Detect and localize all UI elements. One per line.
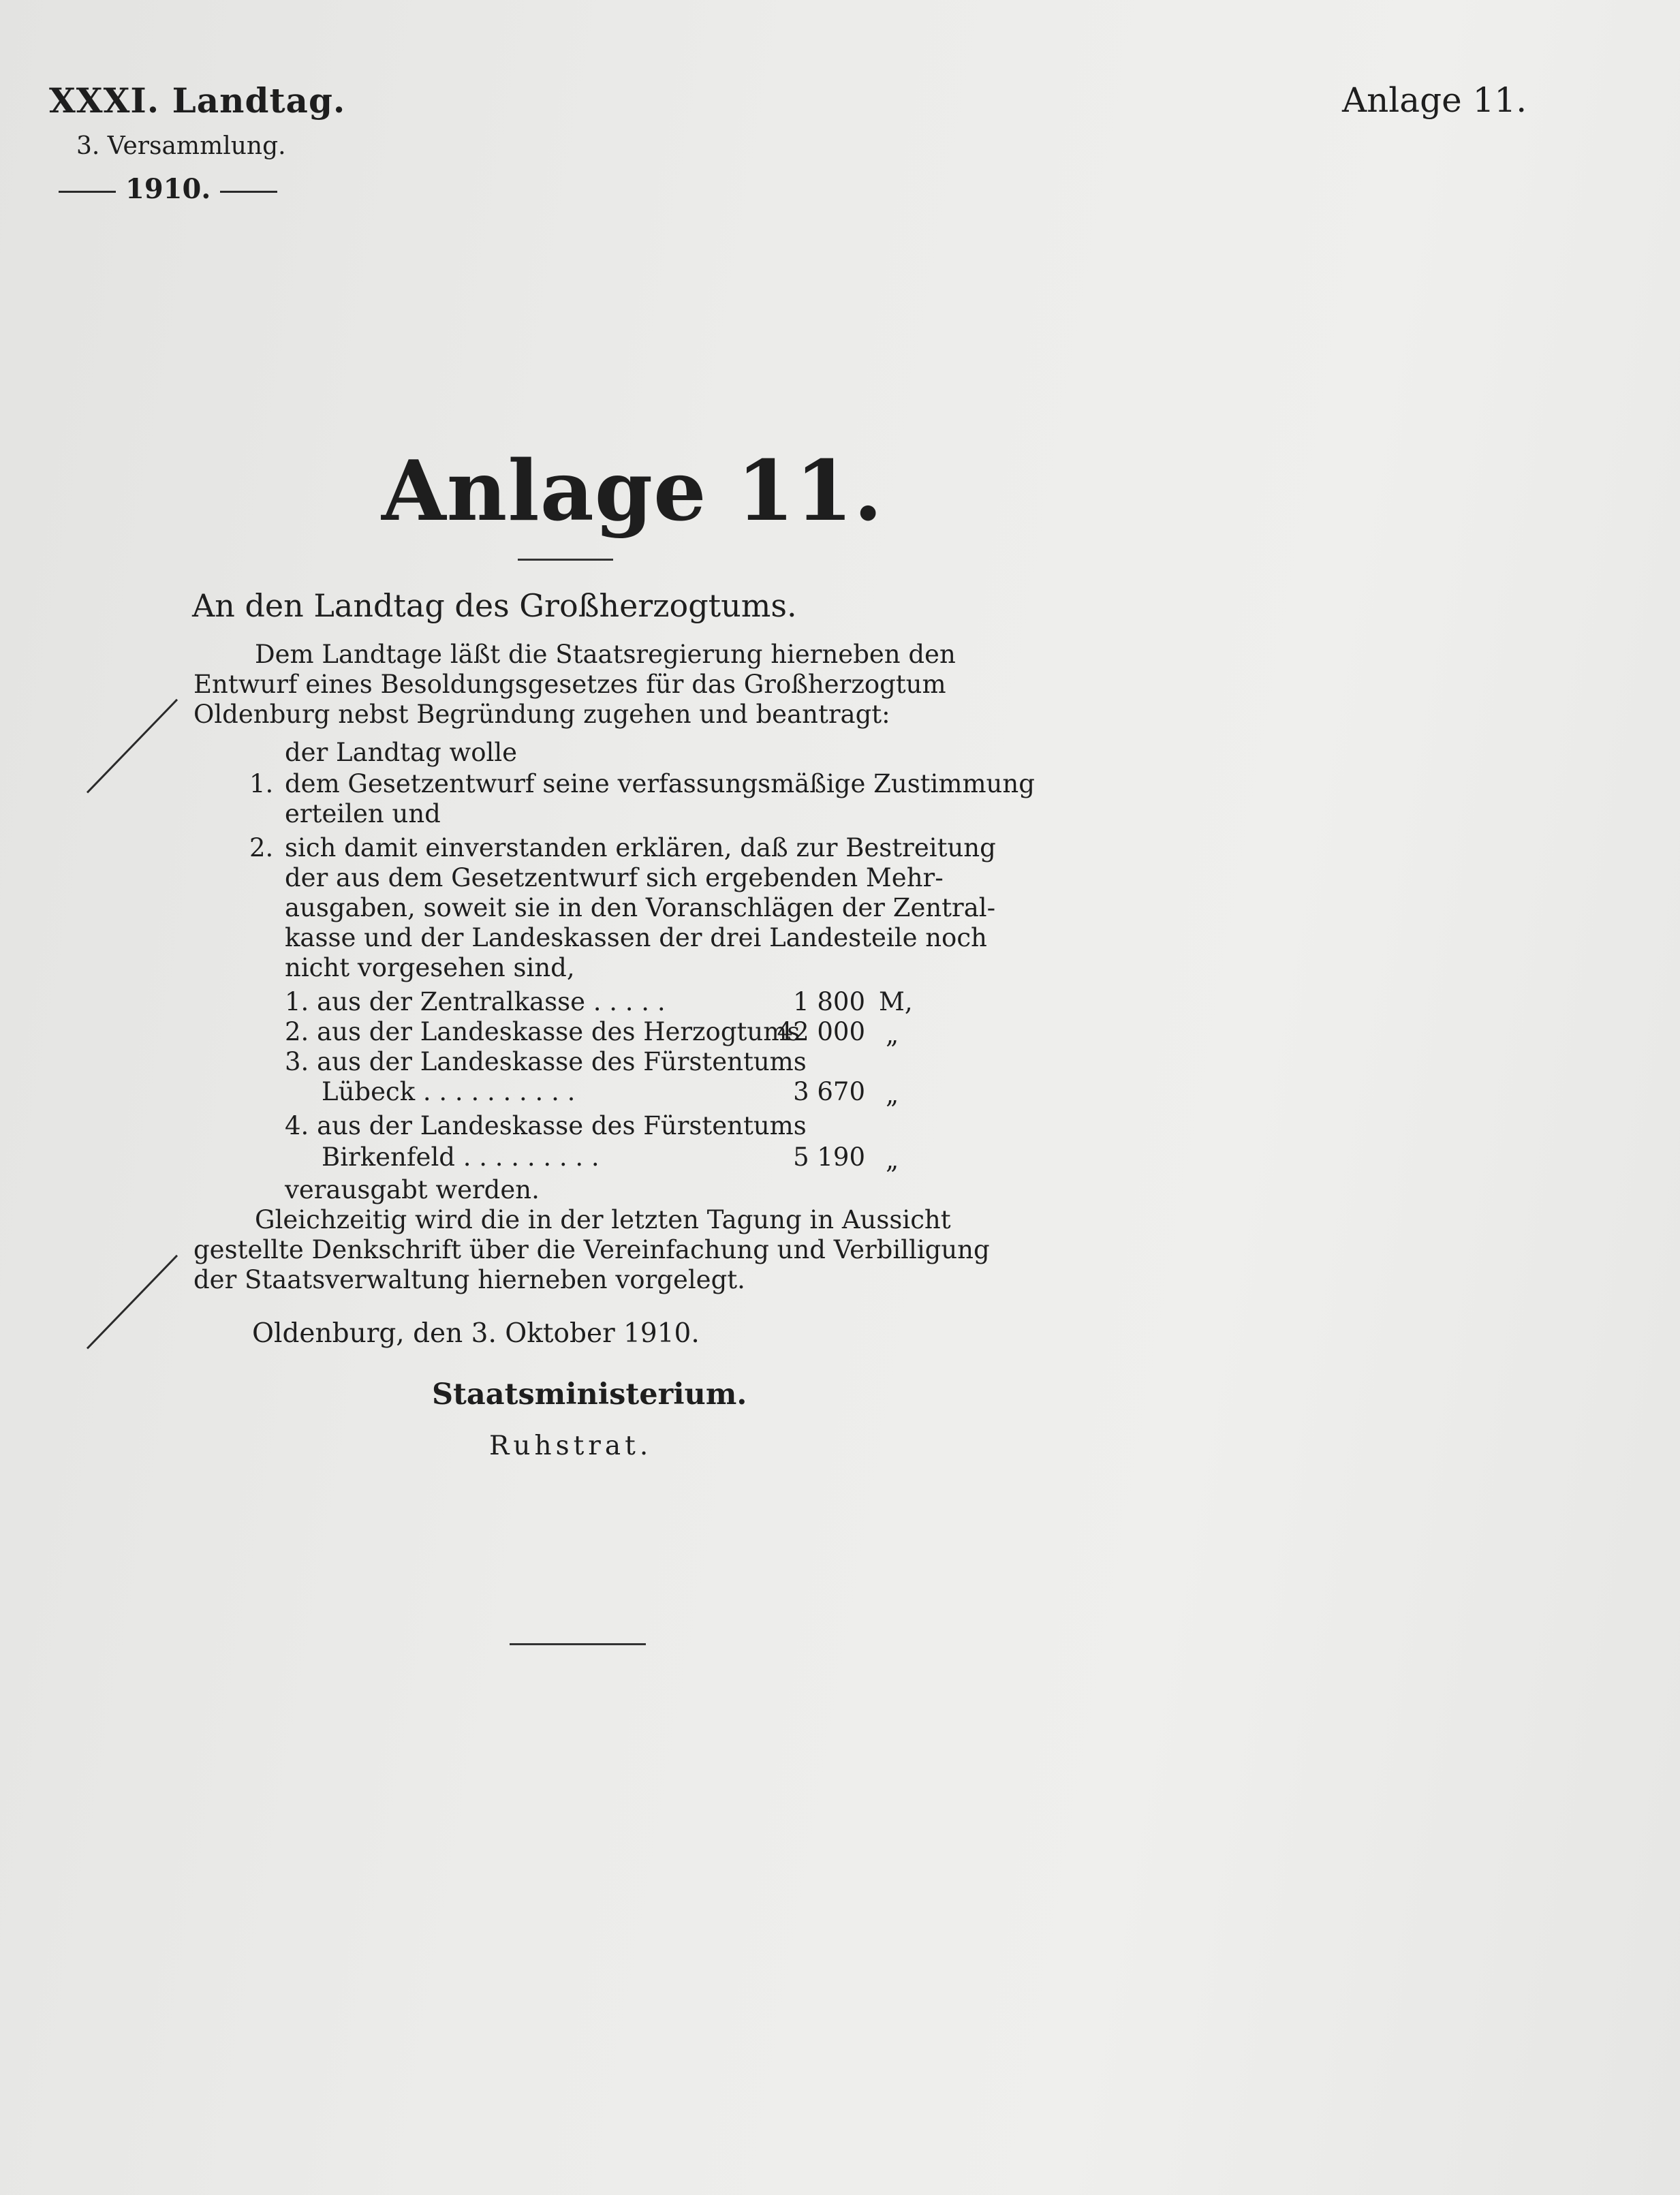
amount-value: 1 800 [793,987,865,1016]
year-text: 1910. [125,173,211,205]
item-number: 1. [249,769,274,798]
paragraph-line: gestellte Denkschrift über die Vereinfachung und Verbilligung [193,1235,990,1264]
intro-line: Oldenburg nebst Begründung zugehen und beantragt: [193,700,890,729]
item-line: nicht vorgesehen sind, [285,953,575,982]
place-date: Oldenburg, den 3. Oktober 1910. [252,1318,700,1349]
amount-label: 1. aus der Zentralkasse . . . . . [285,987,666,1016]
intro-line: Entwurf eines Besoldungsgesetzes für das Großherzogtum [193,670,946,699]
item-line: ausgaben, soweit sie in den Voranschlägen der Zentral- [285,893,996,922]
address-line: An den Landtag des Großherzogtums. [192,587,797,624]
closing-motion: verausgabt werden. [285,1175,540,1204]
signer-name: Ruhstrat. [489,1431,653,1461]
amount-label: Birkenfeld . . . . . . . . . [322,1142,600,1172]
page-title: Anlage 11. [382,441,884,540]
amount-label: Lübeck . . . . . . . . . . [322,1077,576,1106]
amount-unit: „ [886,1020,899,1049]
closing-rule [510,1643,646,1645]
item-line: kasse und der Landeskassen der drei Landesteile noch [285,923,987,952]
amount-unit: „ [886,1145,899,1174]
amount-value: 3 670 [793,1077,865,1106]
amount-label: 3. aus der Landeskasse des Fürstentums [285,1047,807,1076]
paragraph-line: Gleichzeitig wird die in der letzten Tagung in Aussicht [255,1205,951,1234]
session-title: XXXI. Landtag. [49,80,346,121]
amount-label: 2. aus der Landeskasse des Herzogtums [285,1017,800,1046]
item-line: erteilen und [285,799,441,828]
item-line: der aus dem Gesetzentwurf sich ergebenden Mehr- [285,863,944,892]
paragraph-line: der Staatsverwaltung hierneben vorgelegt. [193,1265,745,1294]
running-head: Anlage 11. [1342,80,1527,120]
amount-value: 5 190 [793,1142,865,1172]
amount-unit: „ [886,1080,899,1109]
item-number: 2. [249,833,274,862]
intro-line: Dem Landtage läßt die Staatsregierung hierneben den [255,640,956,669]
ministry-name: Staatsministerium. [432,1377,747,1412]
amount-unit: M, [879,987,913,1016]
session-subtitle: 3. Versammlung. [76,132,286,160]
item-line: sich damit einverstanden erklären, daß zur Bestreitung [285,833,996,862]
amount-label: 4. aus der Landeskasse des Fürstentums [285,1111,807,1140]
motion-lead: der Landtag wolle [285,738,518,767]
item-line: dem Gesetzentwurf seine verfassungsmäßige Zustimmung [285,769,1035,798]
amount-value: 42 000 [777,1017,865,1046]
